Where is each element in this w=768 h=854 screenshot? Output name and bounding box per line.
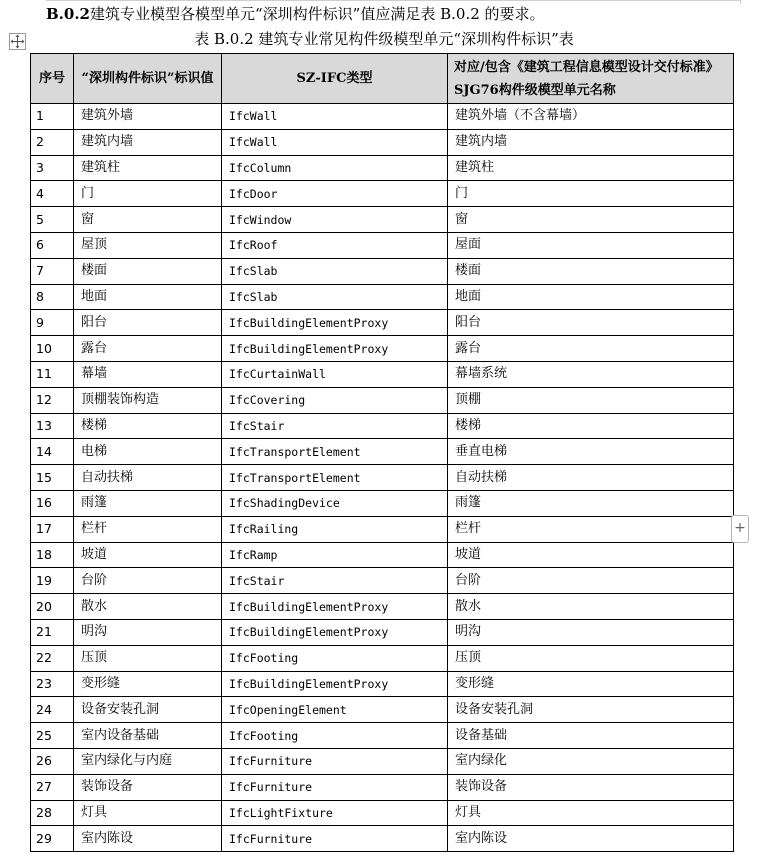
cell-seq: 10 xyxy=(31,336,74,362)
cell-mark: 电梯 xyxy=(74,439,222,465)
cell-seq: 4 xyxy=(31,181,74,207)
cell-mark: 室内设备基础 xyxy=(74,723,222,749)
cell-ifc-type: IfcWindow xyxy=(222,207,448,233)
cell-ifc-type: IfcStair xyxy=(222,413,448,439)
cell-element-name: 顶棚 xyxy=(448,387,734,413)
cell-ifc-type: IfcRailing xyxy=(222,516,448,542)
table-row xyxy=(31,310,734,336)
cell-seq: 9 xyxy=(31,310,74,336)
cell-mark: 坡道 xyxy=(74,542,222,568)
cell-mark: 明沟 xyxy=(74,619,222,645)
cell-mark: 台阶 xyxy=(74,568,222,594)
table-row xyxy=(31,439,734,465)
cell-ifc-type: IfcFooting xyxy=(222,723,448,749)
header-mark: “深圳构件标识”标识值 xyxy=(74,54,222,104)
cell-element-name: 建筑外墙（不含幕墙） xyxy=(448,104,734,130)
table-row xyxy=(31,465,734,491)
cell-seq: 15 xyxy=(31,465,74,491)
cell-ifc-type: IfcTransportElement xyxy=(222,465,448,491)
table-row xyxy=(31,542,734,568)
table-row xyxy=(31,568,734,594)
cell-seq: 18 xyxy=(31,542,74,568)
cell-seq: 17 xyxy=(31,516,74,542)
cell-element-name: 设备安装孔洞 xyxy=(448,697,734,723)
table-row xyxy=(31,645,734,671)
cell-seq: 12 xyxy=(31,387,74,413)
table-row xyxy=(31,232,734,258)
cell-mark: 楼面 xyxy=(74,258,222,284)
intro-paragraph xyxy=(46,2,545,26)
cell-mark: 自动扶梯 xyxy=(74,465,222,491)
cell-seq: 24 xyxy=(31,697,74,723)
cell-mark: 建筑柱 xyxy=(74,155,222,181)
cell-ifc-type: IfcBuildingElementProxy xyxy=(222,336,448,362)
cell-seq: 29 xyxy=(31,826,74,852)
cell-mark: 窗 xyxy=(74,207,222,233)
cell-element-name: 建筑内墙 xyxy=(448,129,734,155)
table-row xyxy=(31,748,734,774)
table-row xyxy=(31,723,734,749)
table-row xyxy=(31,619,734,645)
cell-mark: 设备安装孔洞 xyxy=(74,697,222,723)
table-row xyxy=(31,104,734,130)
cell-element-name: 压顶 xyxy=(448,645,734,671)
cell-ifc-type: IfcColumn xyxy=(222,155,448,181)
cell-element-name: 阳台 xyxy=(448,310,734,336)
cell-ifc-type: IfcFurniture xyxy=(222,826,448,852)
cell-mark: 室内陈设 xyxy=(74,826,222,852)
table-row xyxy=(31,826,734,852)
cell-ifc-type: IfcRamp xyxy=(222,542,448,568)
cell-seq: 28 xyxy=(31,800,74,826)
cell-element-name: 散水 xyxy=(448,594,734,620)
cell-element-name: 变形缝 xyxy=(448,671,734,697)
cell-element-name: 屋面 xyxy=(448,232,734,258)
cell-ifc-type: IfcBuildingElementProxy xyxy=(222,671,448,697)
cell-seq: 14 xyxy=(31,439,74,465)
cell-element-name: 地面 xyxy=(448,284,734,310)
cell-ifc-type: IfcOpeningElement xyxy=(222,697,448,723)
table-body xyxy=(31,104,734,852)
add-column-button[interactable] xyxy=(731,515,749,543)
cell-ifc-type: IfcCovering xyxy=(222,387,448,413)
cell-seq: 11 xyxy=(31,361,74,387)
table-row xyxy=(31,490,734,516)
cell-element-name: 窗 xyxy=(448,207,734,233)
table-row xyxy=(31,258,734,284)
table-header-row xyxy=(31,54,734,104)
table-caption-title: 建筑专业常见构件级模型单元“深圳构件标识”表 xyxy=(258,30,574,48)
plus-icon: + xyxy=(734,520,746,536)
cell-mark: 建筑外墙 xyxy=(74,104,222,130)
header-seq: 序号 xyxy=(31,54,74,104)
cell-seq: 2 xyxy=(31,129,74,155)
page-top-rule xyxy=(46,0,740,1)
cell-mark: 楼梯 xyxy=(74,413,222,439)
cell-seq: 7 xyxy=(31,258,74,284)
cell-element-name: 露台 xyxy=(448,336,734,362)
cell-seq: 23 xyxy=(31,671,74,697)
cell-mark: 阳台 xyxy=(74,310,222,336)
cell-seq: 26 xyxy=(31,748,74,774)
cell-element-name: 门 xyxy=(448,181,734,207)
cell-element-name: 灯具 xyxy=(448,800,734,826)
cell-element-name: 室内绿化 xyxy=(448,748,734,774)
cell-element-name: 明沟 xyxy=(448,619,734,645)
cell-mark: 屋顶 xyxy=(74,232,222,258)
cell-element-name: 垂直电梯 xyxy=(448,439,734,465)
cell-element-name: 幕墙系统 xyxy=(448,361,734,387)
table-row xyxy=(31,181,734,207)
table-row xyxy=(31,361,734,387)
cell-ifc-type: IfcBuildingElementProxy xyxy=(222,619,448,645)
cell-mark: 建筑内墙 xyxy=(74,129,222,155)
table-caption xyxy=(0,28,768,50)
cell-element-name: 雨篷 xyxy=(448,490,734,516)
cell-mark: 雨篷 xyxy=(74,490,222,516)
table-row xyxy=(31,800,734,826)
intro-clause-number: B.0.2 xyxy=(46,5,90,23)
cell-ifc-type: IfcTransportElement xyxy=(222,439,448,465)
cell-mark: 变形缝 xyxy=(74,671,222,697)
cell-element-name: 装饰设备 xyxy=(448,774,734,800)
table-row xyxy=(31,387,734,413)
cell-seq: 8 xyxy=(31,284,74,310)
cell-seq: 25 xyxy=(31,723,74,749)
cell-ifc-type: IfcBuildingElementProxy xyxy=(222,310,448,336)
cell-mark: 灯具 xyxy=(74,800,222,826)
cell-mark: 散水 xyxy=(74,594,222,620)
cell-mark: 露台 xyxy=(74,336,222,362)
table-row xyxy=(31,413,734,439)
intro-text: 建筑专业模型各模型单元“深圳构件标识”值应满足表 B.0.2 的要求。 xyxy=(90,5,545,23)
cell-ifc-type: IfcWall xyxy=(222,104,448,130)
cell-ifc-type: IfcLightFixture xyxy=(222,800,448,826)
cell-ifc-type: IfcSlab xyxy=(222,284,448,310)
cell-seq: 21 xyxy=(31,619,74,645)
cell-mark: 幕墙 xyxy=(74,361,222,387)
cell-ifc-type: IfcFurniture xyxy=(222,774,448,800)
cell-ifc-type: IfcDoor xyxy=(222,181,448,207)
cell-element-name: 楼面 xyxy=(448,258,734,284)
cell-ifc-type: IfcFooting xyxy=(222,645,448,671)
page-corner-mark xyxy=(740,0,741,4)
cell-mark: 顶棚装饰构造 xyxy=(74,387,222,413)
table-row xyxy=(31,594,734,620)
cell-element-name: 建筑柱 xyxy=(448,155,734,181)
table-caption-label: 表 B.0.2 xyxy=(194,30,254,48)
table-row xyxy=(31,129,734,155)
header-element-name: 对应/包含《建筑工程信息模型设计交付标准》SJG76构件级模型单元名称 xyxy=(448,54,734,104)
cell-mark: 门 xyxy=(74,181,222,207)
header-ifc-type: SZ-IFC类型 xyxy=(222,54,448,104)
cell-seq: 16 xyxy=(31,490,74,516)
cell-element-name: 自动扶梯 xyxy=(448,465,734,491)
cell-seq: 19 xyxy=(31,568,74,594)
cell-seq: 5 xyxy=(31,207,74,233)
cell-element-name: 台阶 xyxy=(448,568,734,594)
cell-ifc-type: IfcStair xyxy=(222,568,448,594)
cell-ifc-type: IfcSlab xyxy=(222,258,448,284)
cell-element-name: 楼梯 xyxy=(448,413,734,439)
cell-seq: 13 xyxy=(31,413,74,439)
cell-ifc-type: IfcCurtainWall xyxy=(222,361,448,387)
cell-mark: 装饰设备 xyxy=(74,774,222,800)
table-row xyxy=(31,671,734,697)
cell-seq: 27 xyxy=(31,774,74,800)
cell-ifc-type: IfcRoof xyxy=(222,232,448,258)
cell-mark: 地面 xyxy=(74,284,222,310)
table-row xyxy=(31,284,734,310)
cell-ifc-type: IfcShadingDevice xyxy=(222,490,448,516)
cell-ifc-type: IfcBuildingElementProxy xyxy=(222,594,448,620)
component-mark-table xyxy=(30,53,734,852)
cell-mark: 栏杆 xyxy=(74,516,222,542)
cell-element-name: 设备基础 xyxy=(448,723,734,749)
table-row xyxy=(31,697,734,723)
cell-seq: 22 xyxy=(31,645,74,671)
table-row xyxy=(31,516,734,542)
cell-ifc-type: IfcWall xyxy=(222,129,448,155)
cell-element-name: 坡道 xyxy=(448,542,734,568)
table-row xyxy=(31,774,734,800)
table-row xyxy=(31,207,734,233)
cell-seq: 6 xyxy=(31,232,74,258)
cell-seq: 20 xyxy=(31,594,74,620)
cell-ifc-type: IfcFurniture xyxy=(222,748,448,774)
cell-element-name: 室内陈设 xyxy=(448,826,734,852)
table-row xyxy=(31,155,734,181)
cell-mark: 压顶 xyxy=(74,645,222,671)
cell-seq: 3 xyxy=(31,155,74,181)
cell-element-name: 栏杆 xyxy=(448,516,734,542)
cell-mark: 室内绿化与内庭 xyxy=(74,748,222,774)
cell-seq: 1 xyxy=(31,104,74,130)
table-row xyxy=(31,336,734,362)
